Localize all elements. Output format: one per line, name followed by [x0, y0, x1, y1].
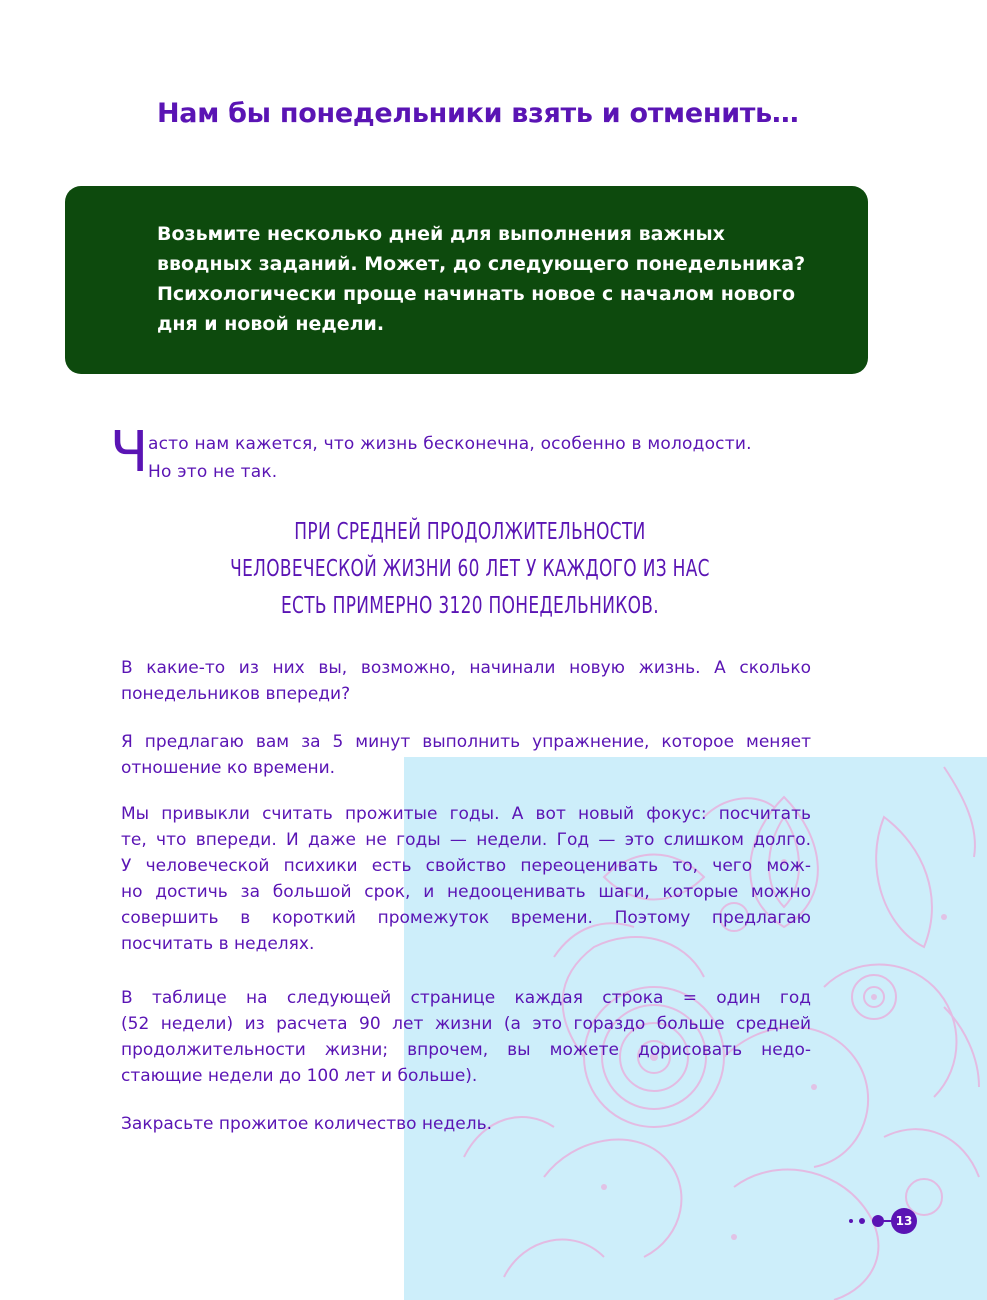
- callout-line: дня и новой недели.: [157, 313, 385, 335]
- callout-box: [65, 186, 868, 374]
- paragraph-line: У человеческой психики есть свойство переоценивать то, чего мож-: [121, 856, 811, 876]
- page-number: 13: [891, 1208, 917, 1234]
- paragraph-line: Мы привыкли считать прожитые годы. А вот новый фокус: посчитать: [121, 804, 811, 824]
- lead-paragraph: [110, 420, 830, 490]
- lead-line: Но это не так.: [148, 462, 278, 482]
- page-number-marker: [849, 1208, 919, 1236]
- paragraph-line: те, что впереди. И даже не годы — недели. Год — это слишком долго.: [121, 830, 811, 850]
- paragraph-line: В какие-то из них вы, возможно, начинали новую жизнь. А сколько: [121, 658, 811, 678]
- callout-line: Психологически проще начинать новое с началом нового: [157, 283, 795, 305]
- pager-dot-icon: [849, 1219, 853, 1223]
- paragraph-line: понедельников впереди?: [121, 684, 351, 704]
- paragraph-line: продолжительности жизни; впрочем, вы можете дорисовать недо-: [121, 1040, 811, 1060]
- pull-quote-line: ЧЕЛОВЕЧЕСКОЙ ЖИЗНИ 60 ЛЕТ У КАЖДОГО ИЗ НАС: [230, 556, 710, 582]
- pull-quote: [167, 514, 774, 625]
- paragraph-line: Закрасьте прожитое количество недель.: [121, 1114, 492, 1134]
- paragraph-line: стающие недели до 100 лет и больше).: [121, 1066, 478, 1086]
- pull-quote-line: ПРИ СРЕДНЕЙ ПРОДОЛЖИТЕЛЬНОСТИ: [294, 519, 646, 545]
- paragraph-line: отношение ко времени.: [121, 758, 336, 778]
- paragraph-line: посчитать в неделях.: [121, 934, 315, 954]
- page-title: Нам бы понедельники взять и отменить…: [157, 98, 799, 129]
- body-paragraph: [121, 729, 811, 781]
- lead-text: [148, 430, 828, 486]
- paragraph-line: (52 недели) из расчета 90 лет жизни (а это гораздо больше средней: [121, 1014, 811, 1034]
- paragraph-line: совершить в короткий промежуток времени. Поэтому предлагаю: [121, 908, 811, 928]
- body-paragraph: [121, 801, 811, 957]
- paragraph-line: Я предлагаю вам за 5 минут выполнить упражнение, которое меняет: [121, 732, 811, 752]
- callout-line: Возьмите несколько дней для выполнения важных: [157, 223, 725, 245]
- callout-text: [157, 219, 837, 339]
- body-paragraph: [121, 985, 811, 1089]
- lead-line: асто нам кажется, что жизнь бесконечна, особенно в молодости.: [148, 434, 752, 454]
- pager-dot-icon: [859, 1218, 865, 1224]
- paragraph-line: но достичь за большой срок, и недооценивать шаги, которые можно: [121, 882, 811, 902]
- drop-cap: Ч: [110, 420, 149, 485]
- pull-quote-line: ЕСТЬ ПРИМЕРНО 3120 ПОНЕДЕЛЬНИКОВ.: [281, 593, 659, 619]
- callout-line: вводных заданий. Может, до следующего понедельника?: [157, 253, 806, 275]
- paragraph-line: В таблице на следующей странице каждая строка = один год: [121, 988, 811, 1008]
- body-paragraph: [121, 655, 811, 707]
- body-paragraph: [121, 1111, 811, 1137]
